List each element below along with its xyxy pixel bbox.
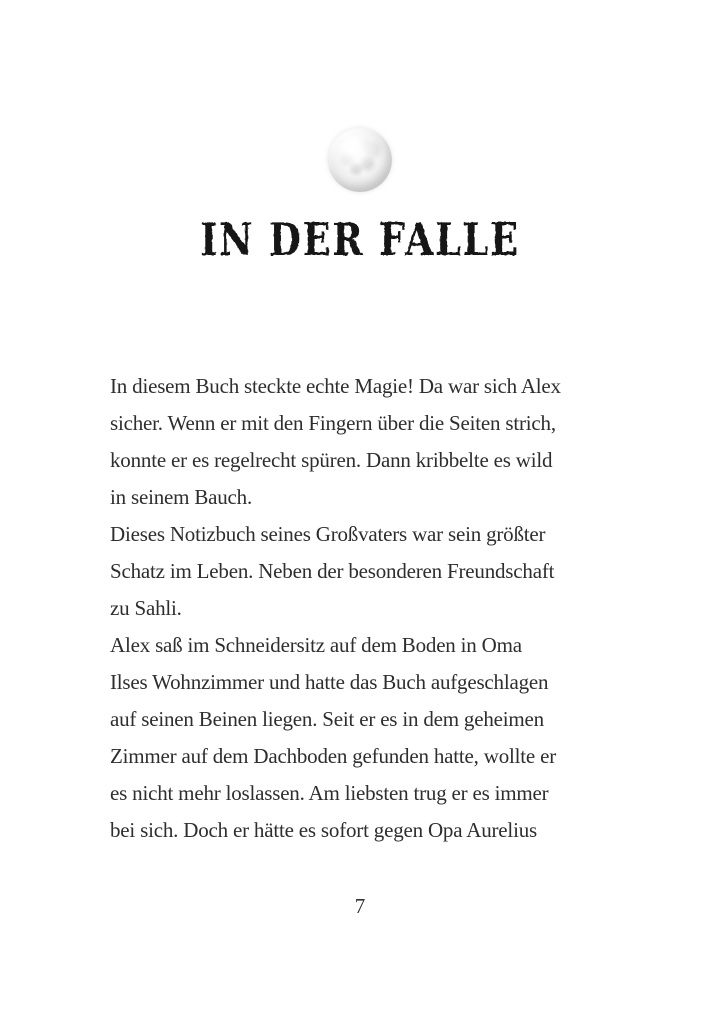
text-line: bei sich. Doch er hätte es sofort gegen Opa Aurelius	[110, 818, 537, 842]
text-line: Dieses Notizbuch seines Großvaters war sein größter	[110, 522, 546, 546]
text-line: In diesem Buch steckte echte Magie! Da war sich Alex	[110, 374, 561, 398]
chapter-title: IN DER FALLE	[200, 213, 520, 266]
text-line: Ilses Wohnzimmer und hatte das Buch aufgeschlagen	[110, 670, 549, 694]
body-text	[110, 368, 630, 849]
text-line: zu Sahli.	[110, 596, 182, 620]
text-line: konnte er es regelrecht spüren. Dann kribbelte es wild	[110, 448, 553, 472]
text-line: auf seinen Beinen liegen. Seit er es in dem geheimen	[110, 707, 544, 731]
text-line: Zimmer auf dem Dachboden gefunden hatte, wollte er	[110, 744, 556, 768]
text-line: Schatz im Leben. Neben der besonderen Freundschaft	[110, 559, 555, 583]
text-line: in seinem Bauch.	[110, 485, 253, 509]
page-number: 7	[354, 894, 366, 918]
text-line: es nicht mehr loslassen. Am liebsten trug er es immer	[110, 781, 549, 805]
text-line: Alex saß im Schneidersitz auf dem Boden in Oma	[110, 633, 522, 657]
text-line: sicher. Wenn er mit den Fingern über die Seiten strich,	[110, 411, 556, 435]
moon-illustration-icon	[328, 128, 392, 192]
